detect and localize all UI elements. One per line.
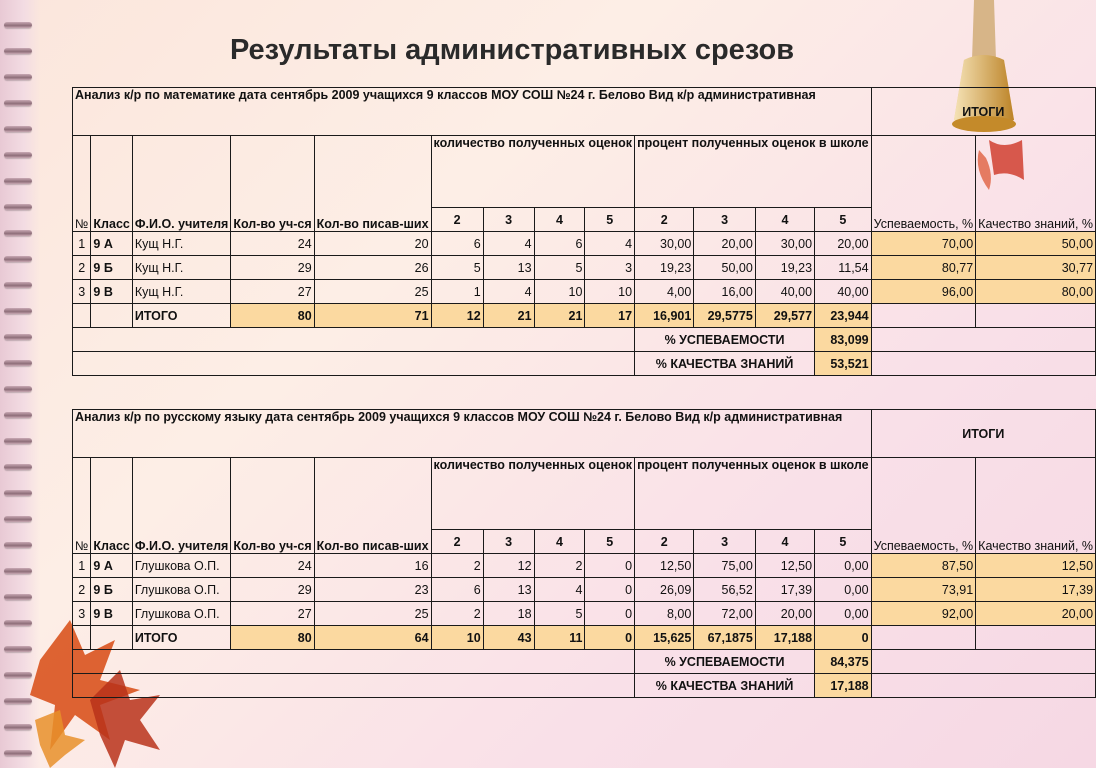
row-pct-2: 8,00 — [635, 602, 694, 626]
row-count-5: 3 — [585, 256, 635, 280]
row-pct-3: 56,52 — [694, 578, 756, 602]
pct-3-header: 3 — [694, 530, 756, 554]
row-writers: 20 — [314, 232, 431, 256]
row-pct-5: 11,54 — [815, 256, 872, 280]
total-pct-2: 16,901 — [635, 304, 694, 328]
row-no: 1 — [73, 232, 91, 256]
row-count-5: 0 — [585, 554, 635, 578]
row-pct-4: 30,00 — [755, 232, 814, 256]
row-students: 29 — [231, 578, 314, 602]
grade-5-header: 5 — [585, 530, 635, 554]
row-count-2: 6 — [431, 578, 483, 602]
page-title: Результаты административных срезов — [229, 34, 795, 66]
row-quality: 20,00 — [976, 602, 1096, 626]
quality-pct-value: 17,188 — [815, 674, 872, 698]
grade-2-header: 2 — [431, 530, 483, 554]
row-count-3: 4 — [483, 280, 534, 304]
row-class: 9 А — [91, 554, 132, 578]
row-count-4: 10 — [534, 280, 585, 304]
row-count-2: 2 — [431, 602, 483, 626]
row-count-5: 4 — [585, 232, 635, 256]
row-teacher: Глушкова О.П. — [132, 602, 230, 626]
total-pct-4: 17,188 — [755, 626, 814, 650]
row-pct-2: 4,00 — [635, 280, 694, 304]
total-count-5: 17 — [585, 304, 635, 328]
row-class: 9 В — [91, 280, 132, 304]
grade-2-header: 2 — [431, 208, 483, 232]
row-writers: 16 — [314, 554, 431, 578]
col-success-header: Успеваемость, % — [871, 136, 976, 232]
pct-3-header: 3 — [694, 208, 756, 232]
row-quality: 17,39 — [976, 578, 1096, 602]
row-pct-5: 40,00 — [815, 280, 872, 304]
row-class: 9 А — [91, 232, 132, 256]
total-students: 80 — [231, 626, 314, 650]
pct-4-header: 4 — [755, 208, 814, 232]
row-success: 73,91 — [871, 578, 976, 602]
table-caption: Анализ к/р по математике дата сентябрь 2009 учащихся 9 классов МОУ СОШ №24 г. Белово Вид к/р административная — [73, 88, 872, 136]
row-writers: 25 — [314, 602, 431, 626]
table-row — [73, 280, 1096, 304]
row-students: 24 — [231, 554, 314, 578]
row-no: 1 — [73, 554, 91, 578]
count-grades-header: количество полученных оценок — [431, 136, 635, 208]
total-pct-2: 15,625 — [635, 626, 694, 650]
percent-grades-header: процент полученных оценок в школе — [635, 458, 872, 530]
row-quality: 80,00 — [976, 280, 1096, 304]
col-students-header: Кол-во уч-ся — [231, 136, 314, 232]
table-caption: Анализ к/р по русскому языку дата сентябрь 2009 учащихся 9 классов МОУ СОШ №24 г. Белово Вид к/р административная — [73, 410, 872, 458]
total-writers: 64 — [314, 626, 431, 650]
row-count-4: 2 — [534, 554, 585, 578]
count-grades-header: количество полученных оценок — [431, 458, 635, 530]
pct-2-header: 2 — [635, 530, 694, 554]
row-pct-4: 17,39 — [755, 578, 814, 602]
col-success-header: Успеваемость, % — [871, 458, 976, 554]
row-pct-4: 20,00 — [755, 602, 814, 626]
table-row — [73, 232, 1096, 256]
math-results-table — [72, 87, 1096, 376]
row-class: 9 Б — [91, 578, 132, 602]
pct-4-header: 4 — [755, 530, 814, 554]
row-count-2: 5 — [431, 256, 483, 280]
row-success: 70,00 — [871, 232, 976, 256]
row-count-3: 18 — [483, 602, 534, 626]
pct-5-header: 5 — [815, 208, 872, 232]
total-pct-5: 0 — [815, 626, 872, 650]
row-success: 96,00 — [871, 280, 976, 304]
row-pct-2: 12,50 — [635, 554, 694, 578]
pct-2-header: 2 — [635, 208, 694, 232]
row-teacher: Глушкова О.П. — [132, 554, 230, 578]
total-count-3: 21 — [483, 304, 534, 328]
row-quality: 12,50 — [976, 554, 1096, 578]
col-class-header: Класс — [91, 136, 132, 232]
grade-4-header: 4 — [534, 208, 585, 232]
row-quality: 50,00 — [976, 232, 1096, 256]
row-pct-4: 40,00 — [755, 280, 814, 304]
row-success: 80,77 — [871, 256, 976, 280]
row-class: 9 Б — [91, 256, 132, 280]
total-count-4: 11 — [534, 626, 585, 650]
row-teacher: Глушкова О.П. — [132, 578, 230, 602]
row-count-4: 5 — [534, 602, 585, 626]
grade-3-header: 3 — [483, 208, 534, 232]
row-success: 92,00 — [871, 602, 976, 626]
col-teacher-header: Ф.И.О. учителя — [132, 458, 230, 554]
row-count-5: 10 — [585, 280, 635, 304]
success-pct-label: % УСПЕВАЕМОСТИ — [635, 328, 815, 352]
row-pct-2: 26,09 — [635, 578, 694, 602]
table-row — [73, 602, 1096, 626]
col-quality-header: Качество знаний, % — [976, 458, 1096, 554]
row-count-3: 12 — [483, 554, 534, 578]
row-count-4: 6 — [534, 232, 585, 256]
total-pct-3: 29,5775 — [694, 304, 756, 328]
row-students: 29 — [231, 256, 314, 280]
success-pct-label: % УСПЕВАЕМОСТИ — [635, 650, 815, 674]
col-writers-header: Кол-во писав-ших — [314, 136, 431, 232]
row-count-2: 1 — [431, 280, 483, 304]
row-quality: 30,77 — [976, 256, 1096, 280]
pct-5-header: 5 — [815, 530, 872, 554]
total-count-2: 10 — [431, 626, 483, 650]
col-quality-header: Качество знаний, % — [976, 136, 1096, 232]
total-count-3: 43 — [483, 626, 534, 650]
grade-3-header: 3 — [483, 530, 534, 554]
total-label: ИТОГО — [132, 304, 230, 328]
col-no-header: № — [73, 136, 91, 232]
table-row — [73, 578, 1096, 602]
row-pct-2: 19,23 — [635, 256, 694, 280]
row-pct-4: 19,23 — [755, 256, 814, 280]
row-pct-5: 0,00 — [815, 554, 872, 578]
percent-grades-header: процент полученных оценок в школе — [635, 136, 872, 208]
row-pct-3: 72,00 — [694, 602, 756, 626]
total-row — [73, 304, 1096, 328]
row-success: 87,50 — [871, 554, 976, 578]
row-count-4: 5 — [534, 256, 585, 280]
row-class: 9 В — [91, 602, 132, 626]
row-teacher: Кущ Н.Г. — [132, 232, 230, 256]
row-count-3: 4 — [483, 232, 534, 256]
quality-pct-label: % КАЧЕСТВА ЗНАНИЙ — [635, 674, 815, 698]
col-class-header: Класс — [91, 458, 132, 554]
row-no: 3 — [73, 602, 91, 626]
row-count-3: 13 — [483, 256, 534, 280]
row-writers: 25 — [314, 280, 431, 304]
row-pct-2: 30,00 — [635, 232, 694, 256]
total-pct-5: 23,944 — [815, 304, 872, 328]
row-writers: 26 — [314, 256, 431, 280]
russian-results-table — [72, 409, 1096, 698]
col-writers-header: Кол-во писав-ших — [314, 458, 431, 554]
row-students: 27 — [231, 602, 314, 626]
row-pct-3: 16,00 — [694, 280, 756, 304]
total-writers: 71 — [314, 304, 431, 328]
row-count-2: 6 — [431, 232, 483, 256]
row-pct-4: 12,50 — [755, 554, 814, 578]
quality-pct-label: % КАЧЕСТВА ЗНАНИЙ — [635, 352, 815, 376]
row-no: 3 — [73, 280, 91, 304]
row-count-2: 2 — [431, 554, 483, 578]
col-no-header: № — [73, 458, 91, 554]
row-no: 2 — [73, 256, 91, 280]
row-pct-3: 75,00 — [694, 554, 756, 578]
total-count-4: 21 — [534, 304, 585, 328]
row-students: 24 — [231, 232, 314, 256]
itogi-header: ИТОГИ — [871, 410, 1095, 458]
total-pct-4: 29,577 — [755, 304, 814, 328]
row-no: 2 — [73, 578, 91, 602]
row-pct-3: 20,00 — [694, 232, 756, 256]
row-count-4: 4 — [534, 578, 585, 602]
grade-5-header: 5 — [585, 208, 635, 232]
total-pct-3: 67,1875 — [694, 626, 756, 650]
total-row — [73, 626, 1096, 650]
row-writers: 23 — [314, 578, 431, 602]
row-count-5: 0 — [585, 602, 635, 626]
quality-pct-value: 53,521 — [815, 352, 872, 376]
row-count-3: 13 — [483, 578, 534, 602]
row-pct-5: 20,00 — [815, 232, 872, 256]
col-teacher-header: Ф.И.О. учителя — [132, 136, 230, 232]
table-row — [73, 256, 1096, 280]
row-count-5: 0 — [585, 578, 635, 602]
total-count-2: 12 — [431, 304, 483, 328]
row-teacher: Кущ Н.Г. — [132, 256, 230, 280]
row-pct-5: 0,00 — [815, 602, 872, 626]
table-row — [73, 554, 1096, 578]
success-pct-value: 84,375 — [815, 650, 872, 674]
row-pct-3: 50,00 — [694, 256, 756, 280]
col-students-header: Кол-во уч-ся — [231, 458, 314, 554]
row-pct-5: 0,00 — [815, 578, 872, 602]
total-count-5: 0 — [585, 626, 635, 650]
total-students: 80 — [231, 304, 314, 328]
success-pct-value: 83,099 — [815, 328, 872, 352]
row-students: 27 — [231, 280, 314, 304]
grade-4-header: 4 — [534, 530, 585, 554]
row-teacher: Кущ Н.Г. — [132, 280, 230, 304]
itogi-header: ИТОГИ — [871, 88, 1095, 136]
total-label: ИТОГО — [132, 626, 230, 650]
